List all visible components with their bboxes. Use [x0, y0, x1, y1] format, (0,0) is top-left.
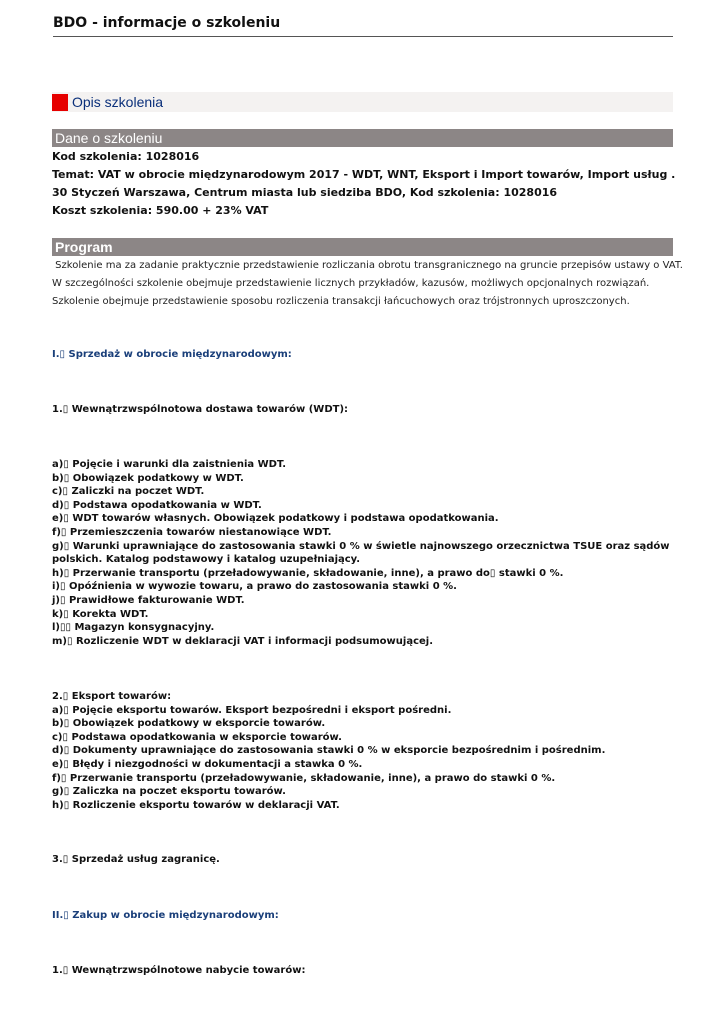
program-description — [52, 257, 683, 311]
red-square-icon — [52, 94, 68, 111]
wnt-heading: 1.▯ Wewnątrzwspólnotowe nabycie towarów: — [52, 965, 306, 976]
program-paragraph: Szkolenie ma za zadanie praktycznie przedstawienie rozliczania obrotu transgranicznego na gruncie przepisów ustawy o VAT. — [52, 260, 683, 271]
wdt-list — [52, 458, 672, 648]
list-item: d)▯ Podstawa opodatkowania w WDT. — [52, 499, 262, 511]
list-item: c)▯ Zaliczki na poczet WDT. — [52, 486, 205, 498]
list-item: g)▯ Zaliczka na poczet eksportu towarów. — [52, 786, 286, 798]
training-cost: Koszt szkolenia: 590.00 + 23% VAT — [52, 204, 269, 217]
list-item: k)▯ Korekta WDT. — [52, 608, 149, 620]
list-item: i)▯ Opóźnienia w wywozie towaru, a prawo do zastosowania stawki 0 %. — [52, 581, 457, 593]
dane-section-header: Dane o szkoleniu — [52, 129, 673, 147]
opis-label: Opis szkolenia — [72, 94, 164, 110]
opis-section-header — [52, 92, 673, 112]
part1-heading: I.▯ Sprzedaż w obrocie międzynarodowym: — [52, 349, 292, 360]
eksport-heading: 2.▯ Eksport towarów: — [52, 691, 172, 702]
list-item: e)▯ WDT towarów własnych. Obowiązek podatkowy i podstawa opodatkowania. — [52, 513, 499, 525]
list-item: j)▯ Prawidłowe fakturowanie WDT. — [52, 594, 245, 606]
program-paragraph: W szczególności szkolenie obejmuje przedstawienie licznych przykładów, kazusów, możliwych opcjonalnych rozwiązań. — [52, 278, 650, 289]
list-item: a)▯ Pojęcie eksportu towarów. Eksport bezpośredni i eksport pośredni. — [52, 704, 452, 716]
list-item: h)▯ Rozliczenie eksportu towarów w deklaracji VAT. — [52, 799, 340, 811]
training-place-date: 30 Styczeń Warszawa, Centrum miasta lub siedziba BDO, Kod szkolenia: 1028016 — [52, 186, 558, 199]
eksport-list — [52, 690, 672, 812]
uslugi-heading: 3.▯ Sprzedaż usług zagranicę. — [52, 854, 220, 865]
wdt-heading: 1.▯ Wewnątrzwspólnotowa dostawa towarów (WDT): — [52, 404, 349, 415]
list-item: b)▯ Obowiązek podatkowy w WDT. — [52, 472, 244, 484]
program-section-header: Program — [52, 238, 673, 256]
training-details — [52, 148, 682, 220]
training-topic: Temat: VAT w obrocie międzynarodowym 2017 - WDT, WNT, Eksport i Import towarów, Import usług . — [52, 168, 676, 181]
document-title: BDO - informacje o szkoleniu — [53, 14, 673, 37]
list-item: l)▯▯ Magazyn konsygnacyjny. — [52, 622, 215, 634]
list-item: a)▯ Pojęcie i warunki dla zaistnienia WDT. — [52, 459, 287, 470]
list-item: g)▯ Warunki uprawniające do zastosowania stawki 0 % w świetle najnowszego orzecznictwa TSUE oraz sądów polskich. Katalog podstawowy i katalog uzupełniający. — [52, 540, 670, 566]
list-item: h)▯ Przerwanie transportu (przeładowywanie, składowanie, inne), a prawo do▯ stawki 0 %. — [52, 567, 564, 579]
part2-heading: II.▯ Zakup w obrocie międzynarodowym: — [52, 910, 279, 921]
list-item: e)▯ Błędy i niezgodności w dokumentacji a stawka 0 %. — [52, 758, 363, 770]
list-item: b)▯ Obowiązek podatkowy w eksporcie towarów. — [52, 718, 326, 730]
list-item: d)▯ Dokumenty uprawniające do zastosowania stawki 0 % w eksporcie bezpośrednim i pośrednim. — [52, 745, 606, 757]
list-item: f)▯ Przerwanie transportu (przeładowywanie, składowanie, inne), a prawo do stawki 0 %. — [52, 772, 556, 784]
training-code: Kod szkolenia: 1028016 — [52, 150, 200, 163]
list-item: m)▯ Rozliczenie WDT w deklaracji VAT i informacji podsumowującej. — [52, 635, 434, 647]
list-item: c)▯ Podstawa opodatkowania w eksporcie towarów. — [52, 731, 342, 743]
program-paragraph: Szkolenie obejmuje przedstawienie sposobu rozliczenia transakcji łańcuchowych oraz trójstronnych uproszczonych. — [52, 296, 630, 307]
list-item: f)▯ Przemieszczenia towarów niestanowiące WDT. — [52, 526, 332, 538]
